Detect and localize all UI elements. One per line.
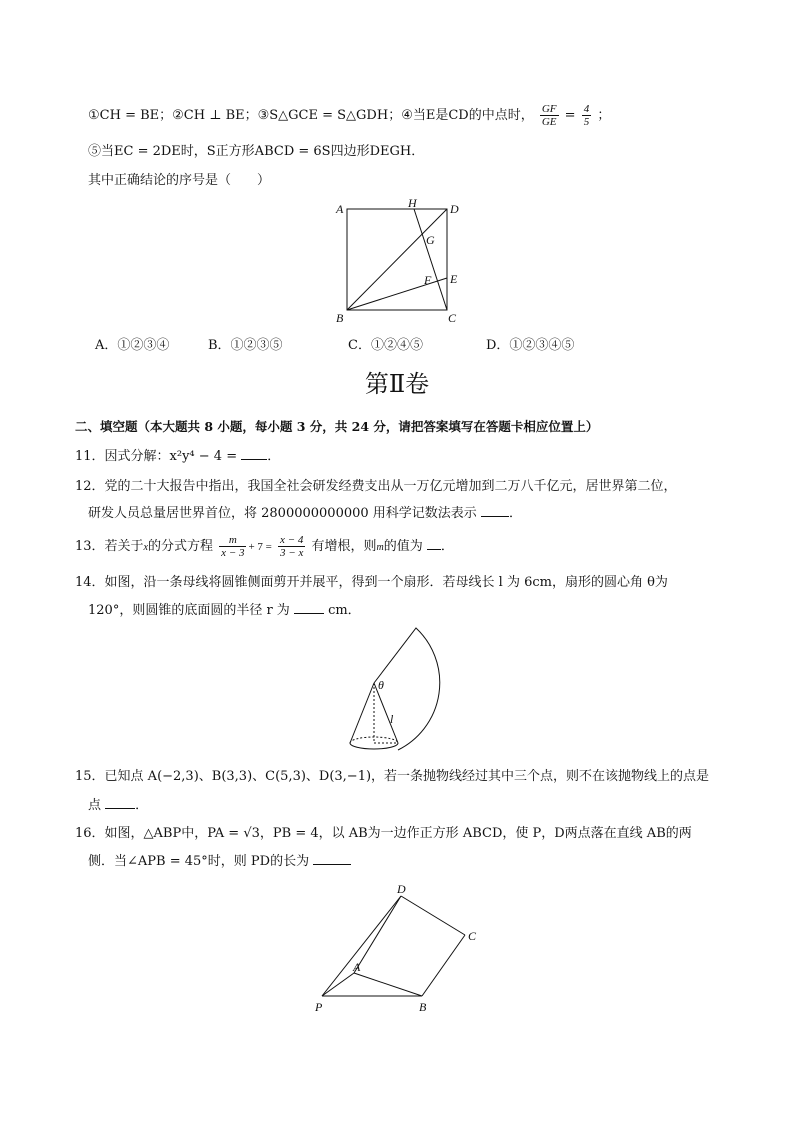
q13-fraction-2: $\frac{x - 4}{3 - x}$ [280, 534, 304, 559]
segment-hc [414, 209, 447, 310]
q16-square-figure [305, 878, 495, 1018]
q13-answer-blank[interactable] [427, 537, 441, 550]
q16-line2: 侧．当∠APB = 45°时，则 PD的长为 [88, 852, 351, 871]
q12-answer-blank[interactable] [481, 504, 509, 517]
label-g: G [426, 233, 435, 247]
label-l: l [390, 712, 394, 726]
cone-left-edge [350, 683, 374, 743]
label-h: H [408, 198, 417, 210]
segment-ab [354, 973, 422, 996]
label-c: C [468, 929, 477, 943]
q10-question: 其中正确结论的序号是（ ） [88, 173, 271, 188]
q12-line2: 研发人员总量居世界首位，将 2800000000000 用科学记数法表示 ． [88, 506, 522, 521]
q16-answer-blank[interactable] [313, 852, 351, 865]
q11-answer-blank[interactable] [241, 447, 267, 460]
label-theta: θ [378, 678, 384, 692]
label-f: F [424, 273, 432, 287]
q10-conclusions-line1: ①CH = BE；②CH ⊥ BE；③S△GCE = S△GDH；④当E是CD的中点时， $\frac{GF}{GE}$ = $\frac{4}{5}$ ； [88, 103, 611, 128]
label-b: B [336, 311, 344, 325]
q10-value-fraction: $\frac{4}{5}$ [583, 103, 590, 128]
q15-answer-blank[interactable] [105, 796, 135, 809]
q15-line1: 15．已知点 A(−2,3)、B(3,3)、C(5,3)、D(3,−1)，若一条抛物线经过其中三个点，则不在该抛物线上的点是 [75, 769, 710, 784]
section-title: 第Ⅱ卷 [364, 370, 430, 398]
label-a: A [353, 960, 361, 974]
q10-option-a: A．①②③④ [95, 338, 170, 353]
diagonal-bd [347, 209, 447, 310]
segment-cb [422, 935, 465, 996]
segment-be [347, 278, 447, 310]
q16-line1: 16．如图，△ABP中，PA = √3，PB = 4，以 AB为一边作正方形 ABCD，使 P，D两点落在直线 AB的两 [75, 826, 692, 841]
q13-fraction-1: $\frac{m}{x - 3}$ [221, 534, 245, 559]
q10-conclusions-line2: ⑤当EC = 2DE时，S正方形ABCD = 6S四边形DEGH． [88, 144, 425, 159]
q10-option-d: D．①②③④⑤ [486, 338, 575, 353]
q14-cone-figure [340, 622, 470, 757]
q14-line1: 14．如图，沿一条母线将圆锥侧面剪开并展平，得到一个扇形．若母线长 l 为 6cm，扇形的圆心角 θ为 [75, 575, 668, 590]
label-b: B [419, 1000, 427, 1014]
q14-line2: 120°，则圆锥的底面圆的半径 r 为 cm． [88, 603, 361, 618]
cone-base-front [350, 743, 398, 749]
label-d: D [450, 202, 459, 216]
q15-line2: 点 ． [88, 798, 149, 813]
label-p: P [315, 1000, 323, 1014]
q10-option-b: B．①②③⑤ [208, 338, 283, 353]
q10-square-figure [330, 198, 470, 328]
q13: 13．若关于x的分式方程 $\frac{m}{x - 3}$ + 7 = $\frac{x - 4}{3 - x}$ 有增根，则m的值为 ． [75, 534, 454, 559]
segment-ad [354, 896, 401, 973]
segment-pd [322, 896, 401, 996]
q12-line1: 12．党的二十大报告中指出，我国全社会研发经费支出从一万亿元增加到二万八千亿元，居世界第二位， [75, 479, 677, 494]
label-e: E [450, 272, 458, 286]
q10-option-c: C．①②④⑤ [348, 338, 423, 353]
q10-line1-text: ①CH = BE；②CH ⊥ BE；③S△GCE = S△GDH；④当E是CD的中点时， [88, 108, 534, 123]
q11: 11．因式分解：x²y⁴ − 4 = ． [75, 449, 281, 464]
cone-right-edge [374, 683, 398, 743]
label-a: A [336, 202, 344, 216]
part2-header: 二、填空题（本大题共 8 小题，每小题 3 分，共 24 分，请把答案填写在答题卡相应位置上） [75, 419, 599, 434]
label-d: D [397, 882, 406, 896]
label-c: C [448, 311, 457, 325]
segment-dc [401, 896, 465, 935]
q10-ratio-fraction: $\frac{GF}{GE}$ [541, 103, 557, 128]
q14-answer-blank[interactable] [294, 601, 324, 614]
